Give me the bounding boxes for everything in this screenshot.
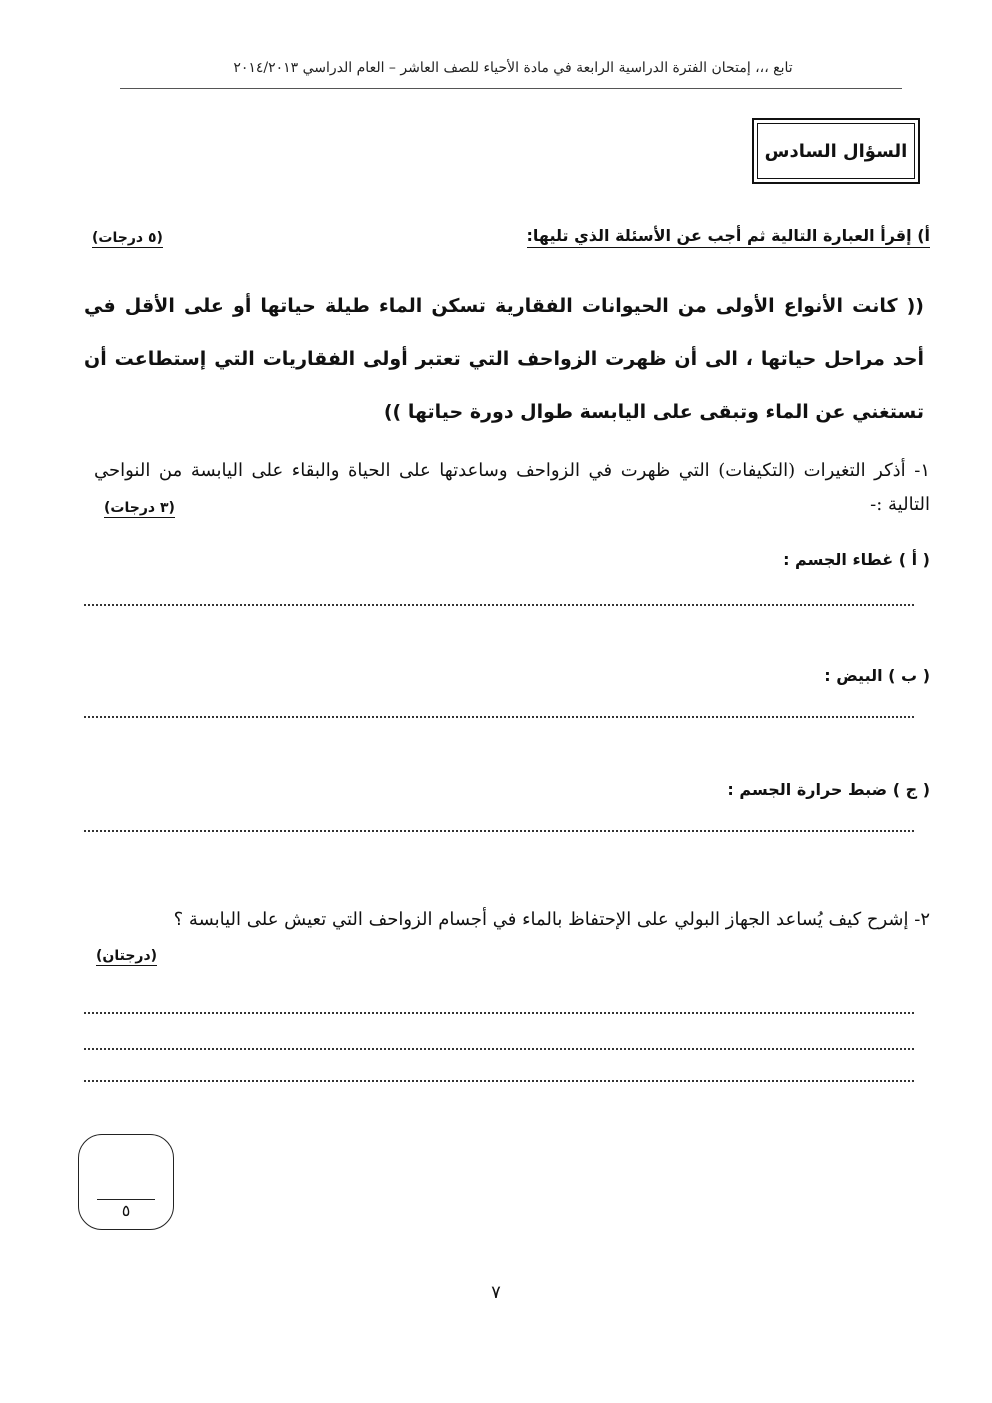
question-1-text: ١- أذكر التغيرات (التكيفات) التي ظهرت في الزواحف وساعدتها على الحياة والبقاء على اليابسة من النواحي التالية :-: [94, 460, 930, 515]
answer-line-part-a[interactable]: [84, 604, 914, 606]
reading-passage: (( كانت الأنواع الأولى من الحيوانات الفقارية تسكن الماء طيلة حياتها أو على الأقل في أحد مراحل حياتها ، الى أن ظهرت الزواحف التي تعتبر أولى الفقاريات التي إستطاعت أن تستغني عن الماء وتبقى على اليابسة طوال دورة حياتها )): [84, 295, 924, 423]
question-2-text: ٢- إشرح كيف يُساعد الجهاز البولي على الإحتفاظ بالماء في أجسام الزواحف التي تعيش على اليابسة ؟: [173, 909, 930, 930]
page-number: ٧: [491, 1282, 501, 1303]
question-1-marks: (٣ درجات): [104, 500, 175, 516]
section-a-header: [92, 218, 930, 248]
score-box: [78, 1134, 174, 1230]
answer-line-part-c[interactable]: [84, 830, 914, 832]
exam-header-title: تابع ،،، إمتحان الفترة الدراسية الرابعة في مادة الأحياء للصف العاشر – العام الدراسي ٢٠١٤/٢٠١٣: [233, 60, 793, 76]
part-b-label: ( ب ) البيض :: [824, 666, 930, 685]
question-title: السؤال السادس: [757, 123, 915, 179]
section-a-instruction: أ) إقرأ العبارة التالية ثم أجب عن الأسئلة الذي تليها:: [527, 226, 931, 248]
section-a-marks: (٥ درجات): [92, 230, 163, 246]
question-title-box: [752, 118, 920, 184]
part-a-label: ( أ ) غطاء الجسم :: [783, 550, 930, 569]
answer-line-part-b[interactable]: [84, 716, 914, 718]
score-total: ٥: [121, 1201, 131, 1220]
question-2-marks: (درجتان): [96, 948, 158, 964]
answer-line-q2-1[interactable]: [84, 1012, 914, 1014]
answer-line-q2-2[interactable]: [84, 1048, 914, 1050]
score-divider: [97, 1199, 155, 1200]
part-c-label: ( ج ) ضبط حرارة الجسم :: [727, 780, 930, 799]
header-divider: [120, 88, 902, 89]
answer-line-q2-3[interactable]: [84, 1080, 914, 1082]
